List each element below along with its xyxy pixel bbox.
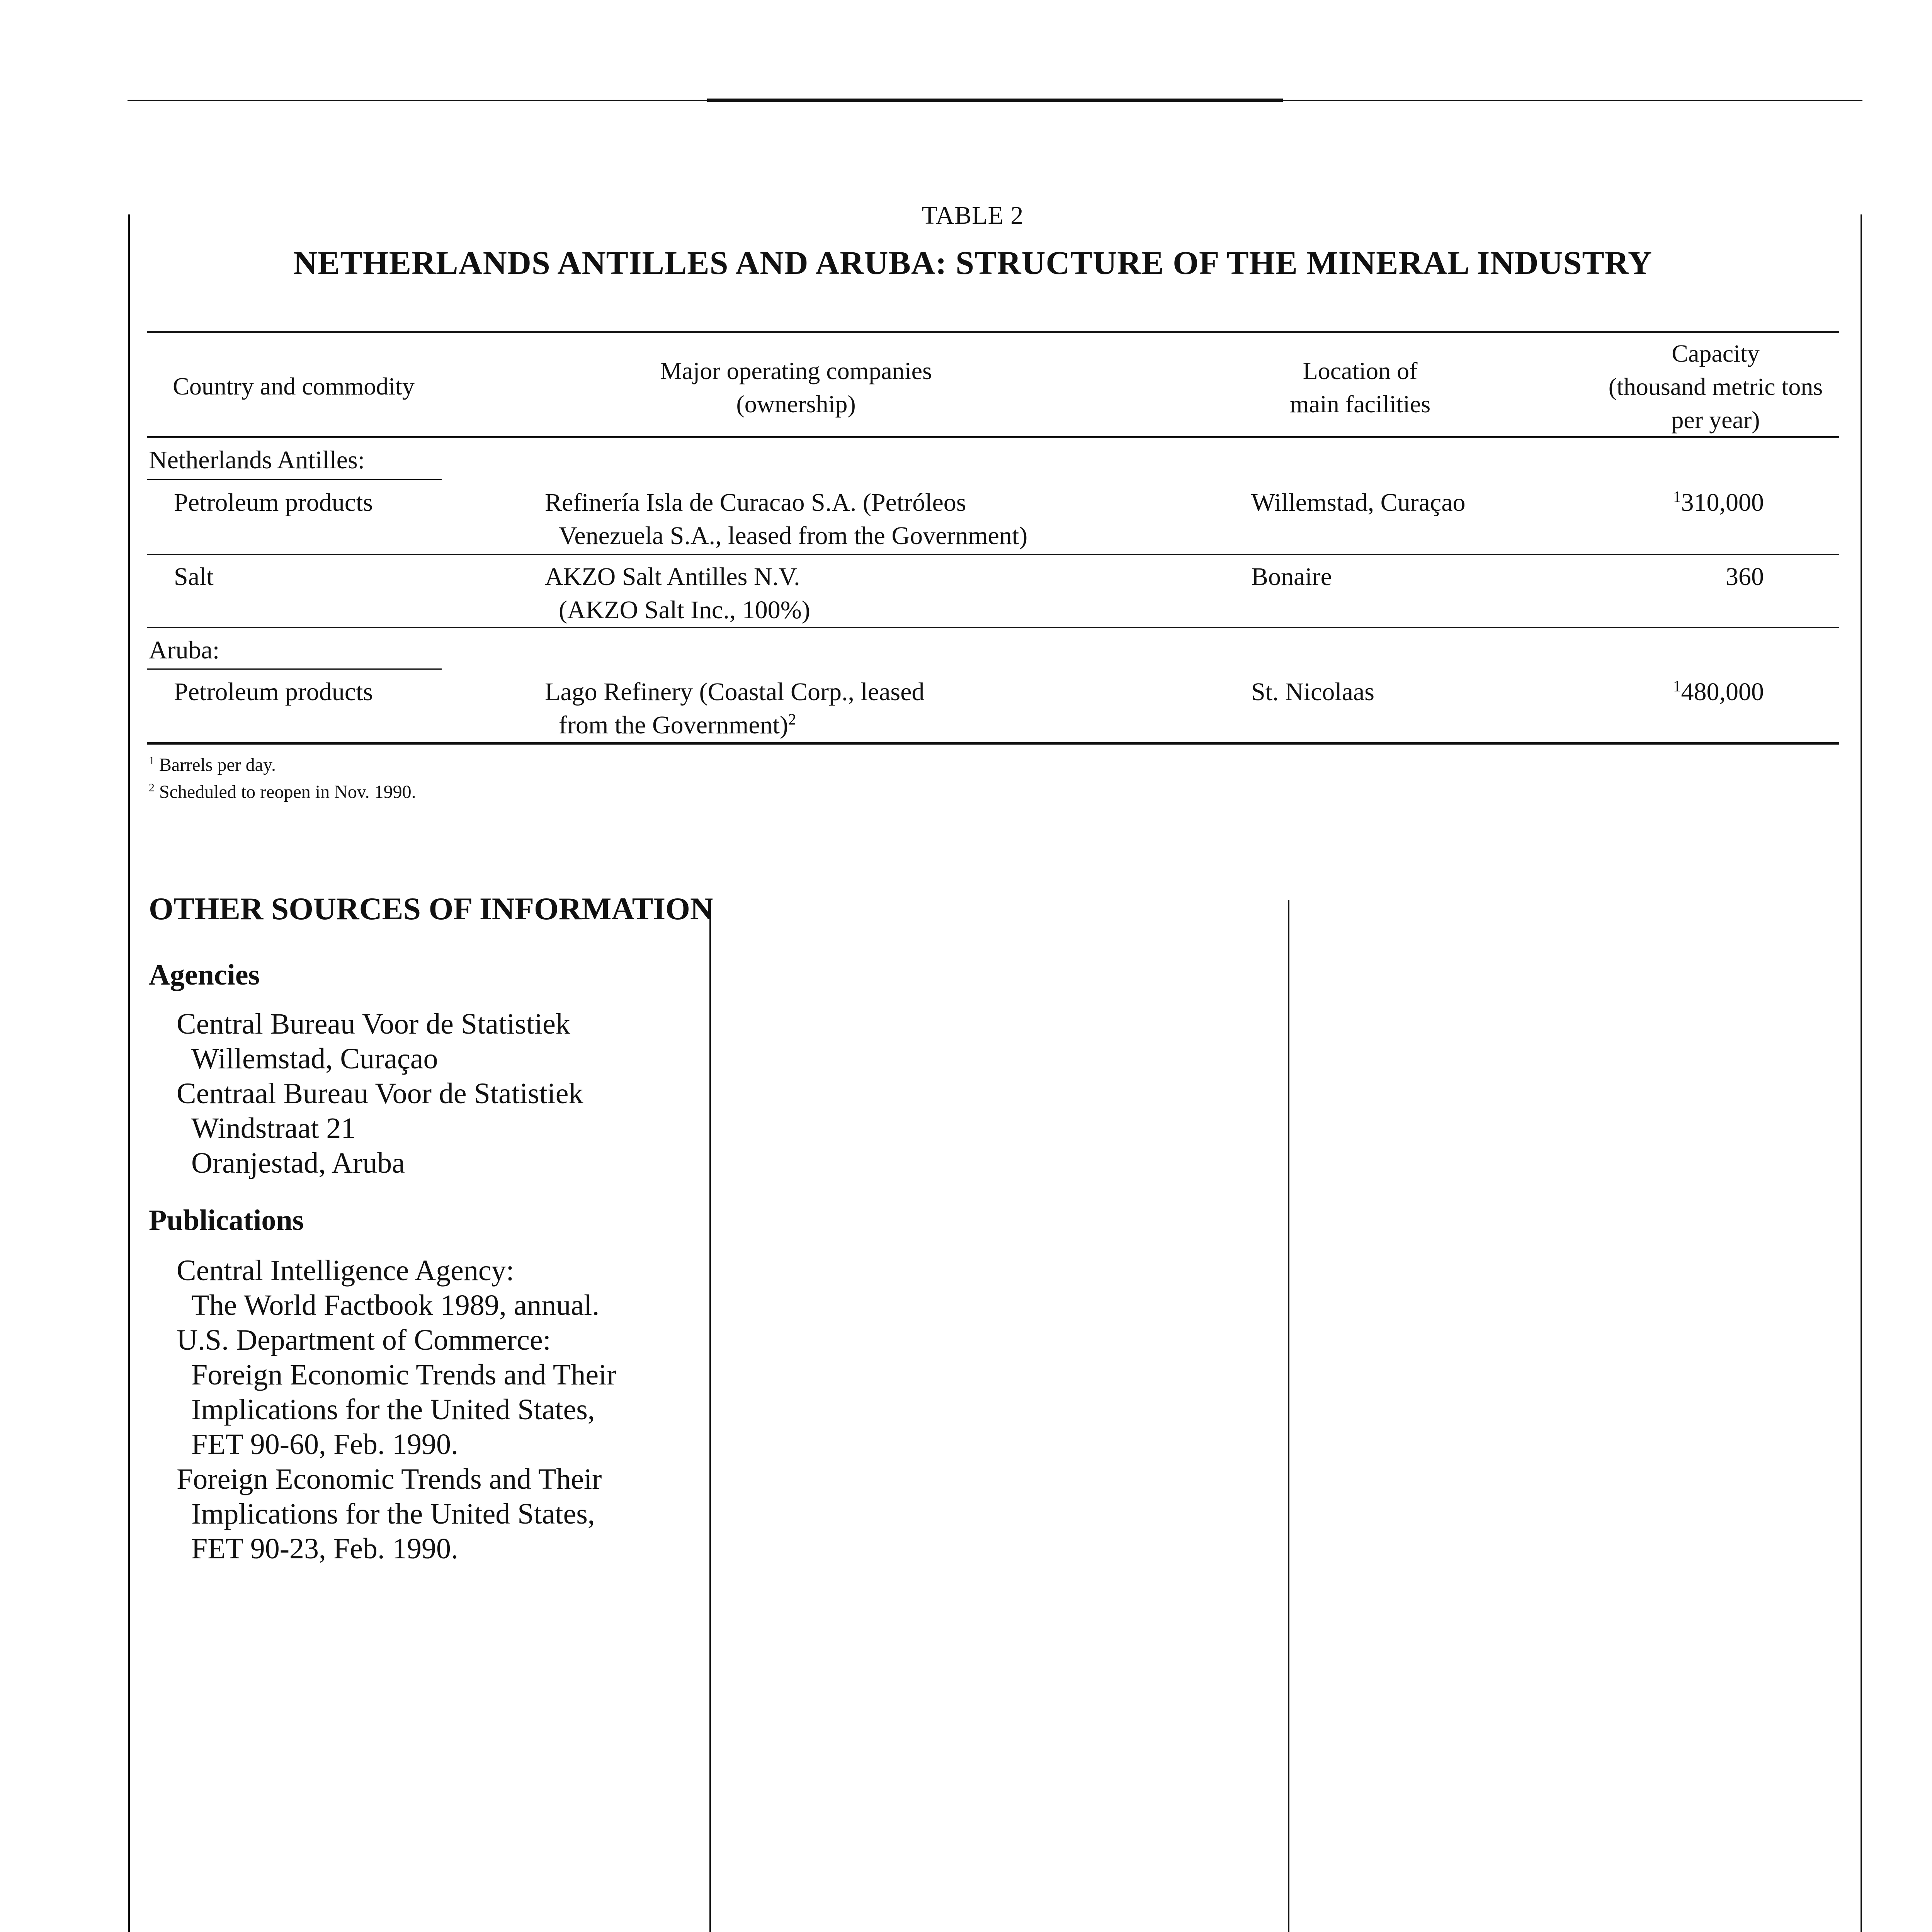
right-margin-rule bbox=[1861, 214, 1862, 1932]
group-label: Netherlands Antilles: bbox=[149, 446, 365, 474]
commodity-cell: Petroleum products bbox=[174, 488, 373, 517]
list-item: The World Factbook 1989, annual. bbox=[191, 1289, 600, 1321]
table-bottom-rule bbox=[147, 742, 1839, 745]
column-rule bbox=[709, 900, 711, 1932]
company-cell: Refinería Isla de Curacao S.A. (Petróleos Venezuela S.A., leased from the Government) bbox=[545, 488, 1028, 550]
company-cell: AKZO Salt Antilles N.V. (AKZO Salt Inc., 100%) bbox=[545, 563, 810, 624]
group-underline bbox=[147, 479, 442, 480]
group-underline bbox=[147, 668, 442, 670]
list-item: Central Bureau Voor de Statistiek bbox=[177, 1008, 570, 1040]
row-divider bbox=[147, 627, 1839, 628]
capacity-cell: $^1$480,000 bbox=[1673, 677, 1764, 706]
location-cell: St. Nicolaas bbox=[1251, 678, 1374, 706]
list-item: Foreign Economic Trends and Their bbox=[191, 1359, 617, 1391]
capacity-cell: 360 bbox=[1726, 563, 1764, 591]
agencies-list bbox=[177, 1007, 583, 1180]
list-item: Windstraat 21 bbox=[191, 1112, 356, 1145]
footnote-marker: 2 bbox=[788, 711, 796, 728]
agencies-heading: Agencies bbox=[149, 959, 260, 991]
column-header-country: Country and commodity bbox=[173, 372, 415, 400]
commodity-cell: Salt bbox=[174, 563, 214, 591]
footnote-marker: 1 bbox=[1673, 677, 1681, 695]
group-label: Aruba: bbox=[149, 636, 220, 664]
list-item: Implications for the United States, bbox=[191, 1393, 595, 1426]
section-heading: OTHER SOURCES OF INFORMATION bbox=[149, 891, 713, 926]
list-item: Willemstad, Curaçao bbox=[191, 1043, 438, 1075]
column-header-capacity: Capacity (thousand metric tons per year) bbox=[1608, 340, 1823, 434]
list-item: Central Intelligence Agency: bbox=[177, 1254, 514, 1287]
list-item: FET 90-23, Feb. 1990. bbox=[191, 1532, 459, 1565]
company-cell: Lago Refinery (Coastal Corp., leased from the Government)$^2$ bbox=[545, 678, 925, 739]
capacity-cell: $^1$310,000 bbox=[1673, 488, 1764, 517]
list-item: Centraal Bureau Voor de Statistiek bbox=[177, 1077, 583, 1110]
commodity-cell: Petroleum products bbox=[174, 678, 373, 706]
list-item: Foreign Economic Trends and Their bbox=[177, 1463, 602, 1495]
list-item: Implications for the United States, bbox=[191, 1498, 595, 1530]
list-item: U.S. Department of Commerce: bbox=[177, 1324, 551, 1356]
left-margin-rule bbox=[128, 214, 130, 1932]
column-header-location: Location of main facilities bbox=[1289, 357, 1431, 418]
list-item: Oranjestad, Aruba bbox=[191, 1147, 405, 1179]
table-label: TABLE 2 bbox=[922, 201, 1024, 230]
footnote-marker: 1 bbox=[1673, 488, 1681, 505]
table-title: NETHERLANDS ANTILLES AND ARUBA: STRUCTURE OF THE MINERAL INDUSTRY bbox=[293, 244, 1652, 281]
row-divider bbox=[147, 554, 1839, 555]
location-cell: Willemstad, Curaçao bbox=[1251, 488, 1466, 517]
list-item: FET 90-60, Feb. 1990. bbox=[191, 1428, 459, 1461]
table-top-rule bbox=[147, 331, 1839, 333]
publications-heading: Publications bbox=[149, 1204, 304, 1236]
column-rule bbox=[1288, 900, 1289, 1932]
location-cell: Bonaire bbox=[1251, 563, 1332, 591]
publications-list bbox=[177, 1253, 616, 1566]
table-footnote: $^2$ Scheduled to reopen in Nov. 1990. bbox=[149, 781, 416, 802]
column-header-companies: Major operating companies (ownership) bbox=[660, 357, 932, 418]
header-rule-accent bbox=[707, 99, 1283, 102]
table-footnote: $^1$ Barrels per day. bbox=[149, 754, 276, 775]
